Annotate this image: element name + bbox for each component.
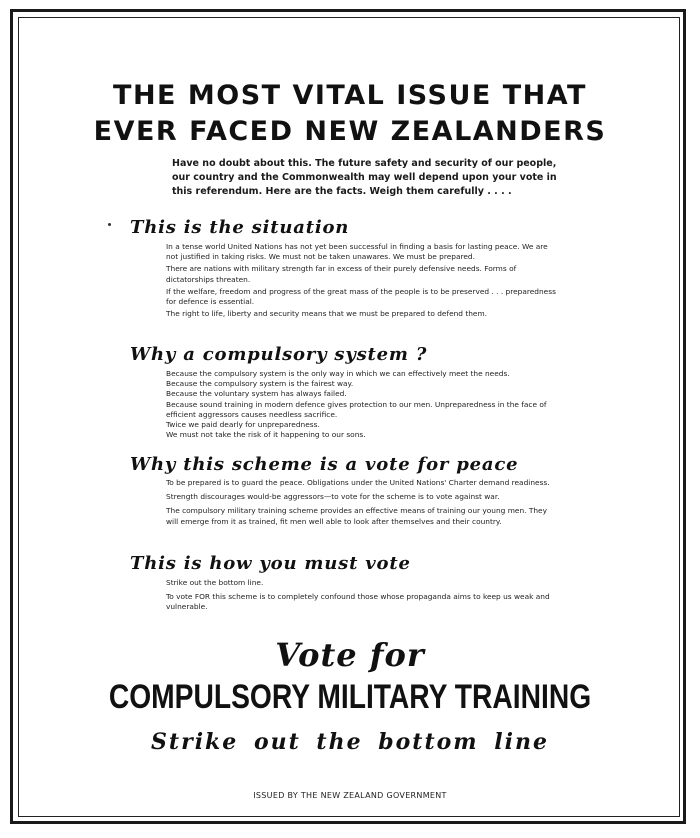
paragraph: Because the voluntary system has always failed. [166,389,347,399]
section-body-peace [166,478,556,529]
section-heading-how-to-vote: This is how you must vote [130,553,411,574]
section-heading-situation: This is the situation [130,217,350,238]
paragraph: The compulsory military training scheme provides an effective means of training our young men. They will emerge from it as trained, fit men well able to look after themselves and their country. [166,506,547,526]
paragraph: If the welfare, freedom and progress of the great mass of the people is to be preserved . . . preparedness for defence is essential. [166,286,556,307]
strike-out-bottom-line-heading: Strike out the bottom line [151,729,549,755]
stray-mark [108,223,111,226]
issued-by-footer: ISSUED BY THE NEW ZEALAND GOVERNMENT [253,791,447,800]
paragraph: Because the compulsory system is the only way in which we can effectively meet the needs. [166,369,510,378]
section-heading-peace: Why this scheme is a vote for peace [130,454,519,475]
section-body-how-to-vote [166,578,556,615]
paragraph: Twice we paid dearly for unpreparedness. [166,420,320,430]
paragraph: There are nations with military strength far in excess of their purely defensive needs. Forms of dictatorships threaten. [166,264,517,284]
paragraph: In a tense world United Nations has not yet been successful in finding a basis for lasting peace. We are not justified in taking risks. We must not be taken unawares. We must be prepared. [166,242,548,262]
paragraph: Strength discourages would-be aggressors—to vote for the scheme is to vote against war. [166,492,500,502]
paragraph: We must not take the risk of it happening to our sons. [166,430,366,440]
vote-for-heading: Vote for [275,636,425,674]
paragraph: To be prepared is to guard the peace. Obligations under the United Nations' Charter demand readiness. [166,478,550,487]
paragraph: Strike out the bottom line. [166,578,264,587]
paragraph: Because the compulsory system is the fairest way. [166,379,354,389]
headline-line-2: EVER FACED NEW ZEALANDERS [93,116,607,147]
paragraph: Because sound training in modern defence gives protection to our men. Unpreparedness in the face of efficient aggressors causes needless sacrifice. [166,399,547,419]
headline-line-1: THE MOST VITAL ISSUE THAT [113,80,587,111]
paragraph: The right to life, liberty and security means that we must be prepared to defend them. [166,309,488,319]
section-body-situation [166,242,556,321]
intro-paragraph: Have no doubt about this. The future safety and security of our people, our country and the Commonwealth may well depend upon your vote in this referendum. Here are the facts. Weigh them carefully . . . . [172,158,557,197]
section-body-compulsory [166,369,556,440]
compulsory-military-training-heading: COMPULSORY MILITARY TRAINING [108,678,592,716]
paragraph: To vote FOR this scheme is to completely confound those whose propaganda aims to keep us weak and vulnerable. [166,592,550,612]
section-heading-compulsory: Why a compulsory system ? [130,344,428,365]
